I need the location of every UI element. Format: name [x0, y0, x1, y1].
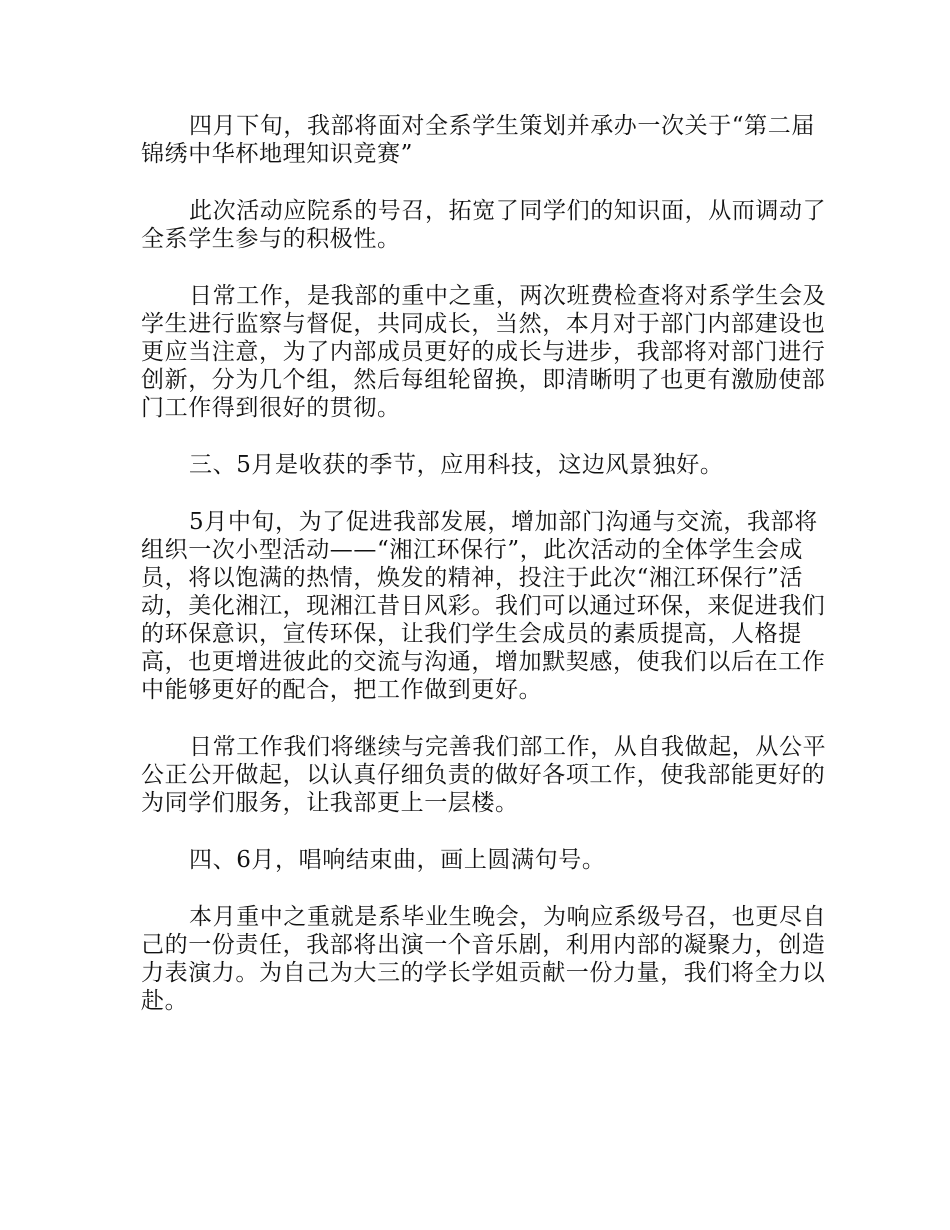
paragraph-daily-work-april: 日常工作，是我部的重中之重，两次班费检查将对系学生会及学生进行监察与督促，共同成长，当然，本月对于部门内部建设也更应当注意，为了内部成员更好的成长与进步，我部将对部门进行创新，分为几个组，然后每组轮留换，即清晰明了也更有激励使部门工作得到很好的贯彻。 [141, 283, 827, 421]
paragraph-daily-work-may: 日常工作我们将继续与完善我们部工作，从自我做起，从公平公正公开做起，以认真仔细负责的做好各项工作，使我部能更好的为同学们服务，让我部更上一层楼。 [141, 734, 827, 816]
section-heading-june: 四、6月，唱响结束曲，画上圆满句号。 [189, 847, 606, 873]
paragraph-may-activity: 5月中旬，为了促进我部发展，增加部门沟通与交流，我部将组织一次小型活动——“湘江环保行”，此次活动的全体学生会成员，将以饱满的热情，焕发的精神，投注于此次“湘江环保行”活动，美化湘江，现湘江昔日风彩。我们可以通过环保，来促进我们的环保意识，宣传环保，让我们学生会成员的素质提高，人格提高，也更增进彼此的交流与沟通，增加默契感，使我们以后在工作中能够更好的配合，把工作做到更好。 [141, 509, 826, 703]
paragraph-june-plan: 本月重中之重就是系毕业生晚会，为响应系级号召，也更尽自己的一份责任，我部将出演一个音乐剧，利用内部的凝聚力，创造力表演力。为自己为大三的学长学姐贡献一份力量，我们将全力以赴。 [141, 904, 827, 1014]
document-body [141, 112, 831, 1044]
paragraph-april-late-plan: 四月下旬，我部将面对全系学生策划并承办一次关于“第二届锦绣中华杯地理知识竞赛” [141, 113, 815, 167]
paragraph-activity-purpose: 此次活动应院系的号召，拓宽了同学们的知识面，从而调动了全系学生参与的积极性。 [141, 198, 827, 252]
section-heading-may: 三、5月是收获的季节，应用科技，这边风景独好。 [189, 452, 724, 478]
